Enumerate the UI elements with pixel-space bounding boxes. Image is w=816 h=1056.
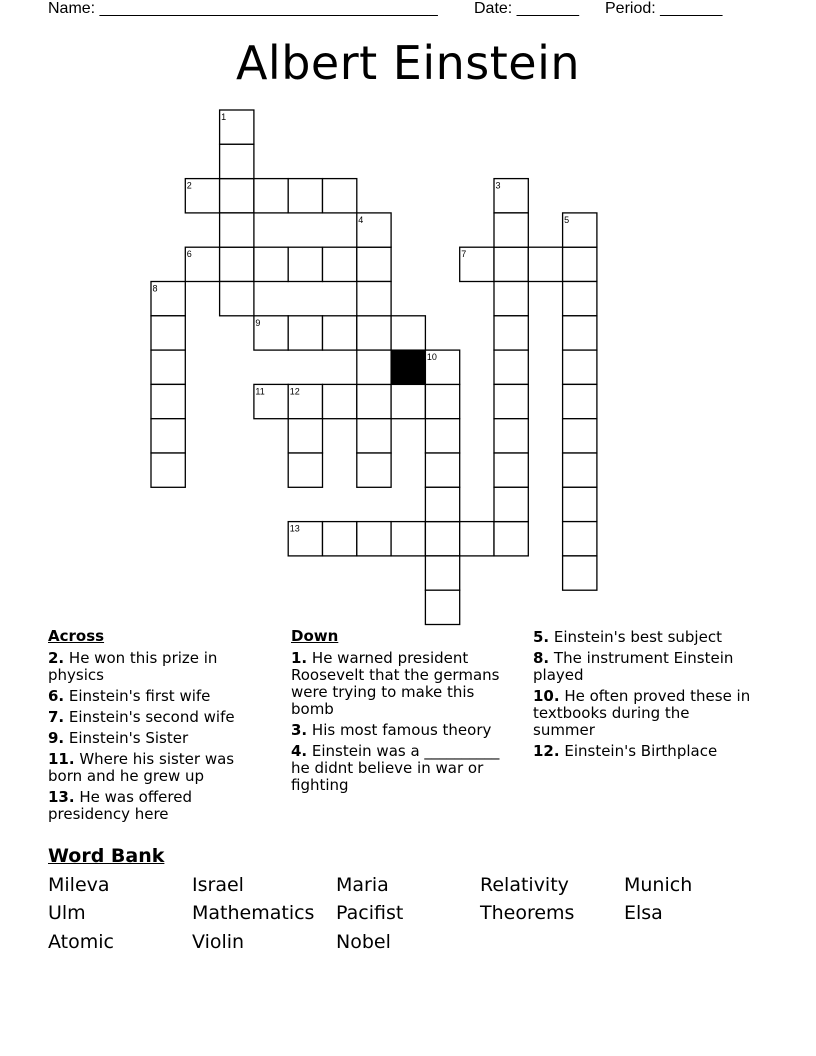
grid-cell[interactable]	[288, 247, 322, 281]
clue-item	[48, 789, 268, 823]
grid-cell[interactable]	[357, 419, 391, 453]
clue-item	[48, 709, 268, 726]
grid-clue-number: 9	[255, 317, 261, 328]
grid-cell[interactable]	[220, 213, 254, 247]
grid-cell[interactable]	[494, 350, 528, 384]
grid-clue-number: 3	[495, 180, 501, 191]
down-clues-continued	[533, 629, 755, 764]
word-bank-word: Atomic	[48, 931, 114, 953]
clue-text: He warned president Roosevelt that the germans were trying to make this bomb	[291, 649, 500, 718]
clue-text: He won this prize in physics	[48, 649, 218, 684]
clue-text: His most famous theory	[307, 721, 492, 739]
word-bank-word: Theorems	[480, 902, 575, 924]
grid-cell[interactable]	[151, 419, 185, 453]
grid-cell[interactable]	[528, 247, 562, 281]
grid-cell[interactable]	[288, 316, 322, 350]
word-bank-word: Ulm	[48, 902, 86, 924]
grid-clue-number: 11	[255, 386, 265, 397]
grid-cell[interactable]	[563, 419, 597, 453]
grid-cell[interactable]	[323, 247, 357, 281]
across-heading: Across	[48, 627, 105, 645]
grid-cell[interactable]	[425, 419, 459, 453]
grid-cell[interactable]	[563, 453, 597, 487]
clue-number: 11.	[48, 750, 75, 768]
grid-cell[interactable]	[391, 522, 425, 556]
grid-clue-number: 10	[426, 352, 437, 363]
period-field-label: Period: _______	[605, 0, 723, 17]
date-field-label: Date: _______	[474, 0, 579, 17]
grid-cell[interactable]	[425, 453, 459, 487]
grid-cell[interactable]	[494, 213, 528, 247]
grid-cell[interactable]	[494, 247, 528, 281]
grid-clue-number: 4	[358, 214, 364, 225]
grid-cell[interactable]	[357, 316, 391, 350]
clue-item	[48, 688, 268, 705]
name-field-label: Name: ______________________________________	[48, 0, 438, 17]
grid-cell[interactable]	[323, 316, 357, 350]
clue-number: 1.	[291, 649, 308, 667]
grid-clue-number: 8	[152, 283, 158, 294]
grid-cell[interactable]	[391, 316, 425, 350]
clue-number: 9.	[48, 729, 65, 747]
grid-cell[interactable]	[288, 179, 322, 213]
clue-number: 4.	[291, 742, 308, 760]
word-bank-word: Pacifist	[336, 902, 404, 924]
grid-cell[interactable]	[563, 316, 597, 350]
clue-item	[48, 730, 268, 747]
black-block	[391, 350, 425, 384]
grid-cell[interactable]	[391, 384, 425, 418]
grid-cell[interactable]	[220, 179, 254, 213]
grid-cell[interactable]	[425, 522, 459, 556]
clue-item	[533, 743, 755, 760]
word-bank-word: Relativity	[480, 874, 569, 896]
clue-text: Einstein's second wife	[64, 708, 235, 726]
grid-cell[interactable]	[220, 144, 254, 178]
grid-cell[interactable]	[357, 453, 391, 487]
clue-item	[291, 743, 515, 794]
grid-clue-number: 5	[564, 214, 570, 225]
grid-cell[interactable]	[254, 247, 288, 281]
grid-cells	[151, 110, 597, 625]
grid-cell[interactable]	[494, 419, 528, 453]
word-bank-title: Word Bank	[48, 845, 165, 867]
clue-number: 5.	[533, 628, 550, 646]
grid-cell[interactable]	[460, 522, 494, 556]
grid-cell[interactable]	[425, 384, 459, 418]
grid-cell[interactable]	[151, 316, 185, 350]
grid-clue-number: 1	[221, 112, 227, 122]
page-title: Albert Einstein	[235, 36, 581, 90]
clue-text: Einstein's best subject	[549, 628, 722, 646]
grid-cell[interactable]	[288, 419, 322, 453]
grid-cell[interactable]	[425, 590, 459, 624]
grid-cell[interactable]	[323, 179, 357, 213]
grid-clue-number: 7	[461, 249, 467, 260]
word-bank-word: Mileva	[48, 874, 110, 896]
clue-text: Einstein's Sister	[64, 729, 189, 747]
clue-item	[48, 751, 268, 785]
clue-number: 6.	[48, 687, 65, 705]
word-bank-word: Israel	[192, 874, 244, 896]
clue-item	[48, 650, 268, 684]
clue-text: He often proved these in textbooks during the summer	[533, 687, 751, 739]
grid-clue-number: 12	[289, 386, 300, 397]
grid-cell[interactable]	[494, 522, 528, 556]
grid-clue-number: 2	[186, 180, 192, 191]
grid-clue-number: 13	[289, 523, 300, 534]
word-bank-word: Mathematics	[192, 902, 315, 924]
clue-text: He was offered presidency here	[48, 788, 192, 823]
grid-cell[interactable]	[357, 384, 391, 418]
clue-item	[291, 722, 515, 739]
grid-cell[interactable]	[425, 487, 459, 521]
clue-item	[533, 650, 755, 684]
grid-cell[interactable]	[563, 522, 597, 556]
grid-cell[interactable]	[357, 522, 391, 556]
clue-item	[533, 688, 755, 739]
grid-cell[interactable]	[323, 522, 357, 556]
down-clues	[291, 628, 515, 798]
across-clues	[48, 628, 268, 827]
grid-cell[interactable]	[357, 282, 391, 316]
clue-number: 12.	[533, 742, 560, 760]
clue-text: Einstein's Birthplace	[559, 742, 718, 760]
grid-cell[interactable]	[563, 282, 597, 316]
clue-number: 8.	[533, 649, 550, 667]
clue-item	[291, 650, 515, 718]
word-bank-word: Nobel	[336, 931, 391, 953]
grid-cell[interactable]	[494, 384, 528, 418]
grid-cell[interactable]	[220, 247, 254, 281]
grid-cell[interactable]	[357, 247, 391, 281]
grid-cell[interactable]	[151, 453, 185, 487]
clue-item	[533, 629, 755, 646]
word-bank-word: Violin	[192, 931, 245, 953]
clue-number: 3.	[291, 721, 308, 739]
clue-number: 2.	[48, 649, 65, 667]
clue-number: 7.	[48, 708, 65, 726]
clue-text: Where his sister was born and he grew up	[48, 750, 235, 785]
grid-cell[interactable]	[425, 556, 459, 590]
word-bank-word: Elsa	[624, 902, 663, 924]
grid-cell[interactable]	[151, 350, 185, 384]
grid-cell[interactable]	[323, 384, 357, 418]
clue-text: Einstein's first wife	[64, 687, 211, 705]
clue-number: 13.	[48, 788, 75, 806]
grid-cell[interactable]	[563, 556, 597, 590]
word-bank-word: Maria	[336, 874, 389, 896]
grid-cell[interactable]	[494, 487, 528, 521]
clue-number: 10.	[533, 687, 560, 705]
clue-text: The instrument Einstein played	[533, 649, 734, 684]
grid-cell[interactable]	[563, 384, 597, 418]
clue-text: Einstein was a __________ he didnt believe in war or fighting	[291, 742, 500, 794]
grid-cell[interactable]	[220, 282, 254, 316]
grid-cell[interactable]	[494, 282, 528, 316]
grid-cell[interactable]	[151, 384, 185, 418]
grid-cell[interactable]	[563, 350, 597, 384]
grid-cell[interactable]	[563, 487, 597, 521]
down-heading: Down	[291, 627, 339, 645]
grid-clue-number: 6	[186, 249, 192, 260]
grid-cell[interactable]	[563, 247, 597, 281]
grid-cell[interactable]	[357, 350, 391, 384]
word-bank-word: Munich	[624, 874, 693, 896]
grid-cell[interactable]	[254, 179, 288, 213]
grid-cell[interactable]	[288, 453, 322, 487]
grid-cell[interactable]	[494, 316, 528, 350]
grid-cell[interactable]	[494, 453, 528, 487]
